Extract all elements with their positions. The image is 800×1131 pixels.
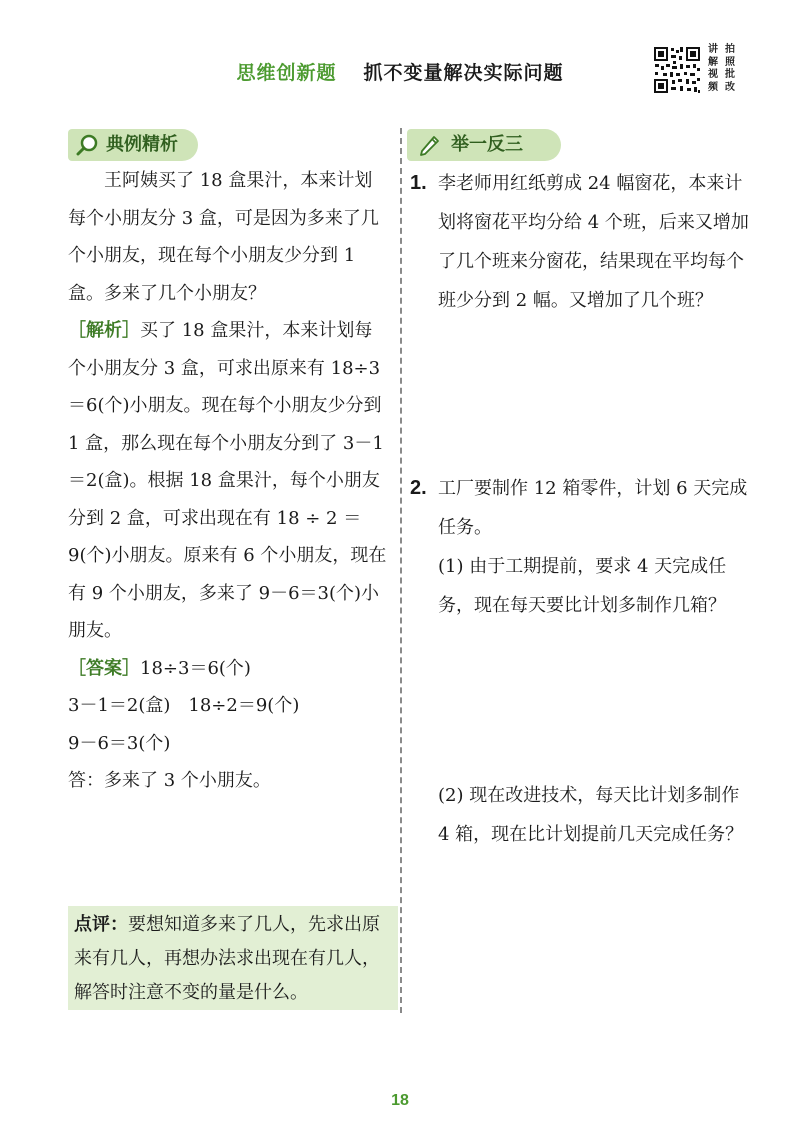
answer-line-2: 3－1＝2(盒) 18÷2＝9(个) bbox=[68, 695, 300, 716]
example-column bbox=[68, 162, 390, 800]
question-2-text: 工厂要制作 12 箱零件，计划 6 天完成任务。 bbox=[438, 478, 748, 538]
comment-text: 要想知道多来了几人，先求出原来有几人，再想办法求出现在有几人，解答时注意不变的量是什么。 bbox=[74, 914, 380, 1003]
question-2-number: 2. bbox=[410, 477, 427, 499]
page-number: 18 bbox=[391, 1092, 409, 1109]
answer-label: ［答案］ bbox=[68, 657, 140, 679]
header-category: 思维创新题 bbox=[236, 62, 337, 84]
answer-line-3: 9－6＝3(个) bbox=[68, 732, 171, 754]
question-2 bbox=[410, 469, 750, 625]
question-2-part-1: (1) 由于工期提前，要求 4 天完成任务，现在每天要比计划多制作几箱？ bbox=[438, 556, 727, 616]
question-2-part-2: (2) 现在改进技术，每天比计划多制作 4 箱，现在比计划提前几天完成任务？ bbox=[438, 785, 744, 845]
analysis-paragraph bbox=[68, 312, 390, 650]
section-tag-example-label: 典例精析 bbox=[106, 134, 178, 155]
question-1-text: 李老师用红纸剪成 24 幅窗花，本来计划将窗花平均分给 4 个班，后来又增加了几个班来分窗花，结果现在平均每个班少分到 2 幅。又增加了几个班？ bbox=[438, 173, 749, 311]
section-tag-example bbox=[68, 129, 198, 161]
analysis-label: ［解析］ bbox=[68, 320, 140, 341]
question-1-number: 1. bbox=[410, 172, 427, 194]
answer-line-1: ［答案］18÷3＝6(个) bbox=[68, 657, 251, 679]
answer-conclusion: 答：多来了 3 个小朋友。 bbox=[68, 770, 271, 791]
practice-column bbox=[410, 162, 750, 845]
magnifier-icon bbox=[76, 133, 100, 157]
example-problem: 王阿姨买了 18 盒果汁，本来计划每个小朋友分 3 盒，可是因为多来了几个小朋友，现在每个小朋友少分到 1 盒。多来了几个小朋友？ bbox=[68, 170, 379, 304]
section-tag-practice-label: 举一反三 bbox=[451, 134, 523, 155]
question-1 bbox=[410, 164, 750, 320]
header-title: 抓不变量解决实际问题 bbox=[363, 62, 564, 84]
analysis-text: 买了 18 盒果汁，本来计划每个小朋友分 3 盒，可求出原来有 18÷3＝6(个)小朋友。现在每个小朋友少分到 1 盒，那么现在每个小朋友分到了 3－1＝2(盒)。根据 18 盒果汁，每个小朋友分到 2 盒，可求出现在有 18 ÷ 2 ＝ 9(个)小朋友。原来有 6 个小朋友，现在有 9 个小朋友，多来了 9－6＝3(个)小朋友。 bbox=[68, 320, 387, 641]
comment-box bbox=[68, 906, 398, 1010]
section-tag-practice bbox=[407, 129, 561, 161]
qr-caption: 讲 拍 解 照 视 批 频 改 bbox=[708, 44, 735, 93]
pencil-icon bbox=[417, 133, 441, 157]
qr-code-icon[interactable] bbox=[652, 45, 702, 95]
column-divider bbox=[400, 128, 402, 1013]
comment-label: 点评： bbox=[74, 914, 128, 935]
question-2-part-2-block bbox=[410, 776, 750, 854]
